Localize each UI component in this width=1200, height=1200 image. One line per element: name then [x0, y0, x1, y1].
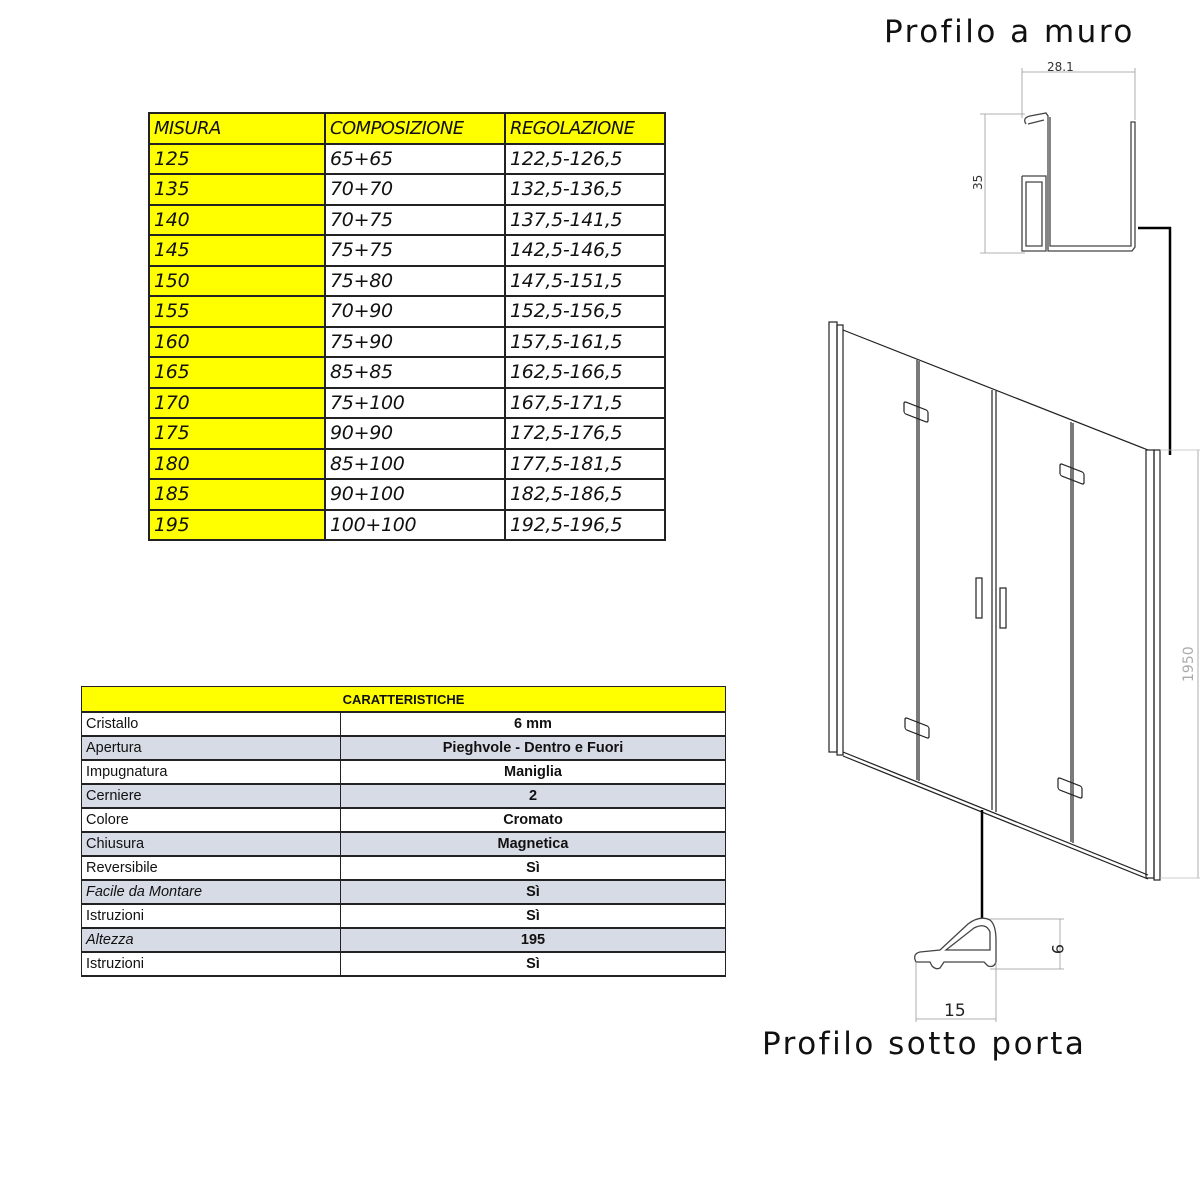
cell-misura: 155 — [149, 296, 325, 327]
characteristic-value: 2 — [341, 784, 726, 808]
cell-misura: 175 — [149, 418, 325, 449]
cell-misura: 125 — [149, 144, 325, 175]
cell-regolazione: 182,5-186,5 — [505, 479, 665, 510]
characteristic-label: Altezza — [82, 928, 341, 952]
characteristic-label: Apertura — [82, 736, 341, 760]
cell-composizione: 70+70 — [325, 174, 505, 205]
cell-composizione: 100+100 — [325, 510, 505, 541]
shower-door-drawing — [829, 322, 1160, 880]
cell-regolazione: 137,5-141,5 — [505, 205, 665, 236]
wall-profile-width-dim: 28.1 — [1047, 60, 1074, 74]
cell-composizione: 85+100 — [325, 449, 505, 480]
cell-misura: 180 — [149, 449, 325, 480]
characteristic-value: Magnetica — [341, 832, 726, 856]
characteristic-label: Istruzioni — [82, 952, 341, 976]
cell-misura: 170 — [149, 388, 325, 419]
cell-composizione: 70+75 — [325, 205, 505, 236]
cell-misura: 185 — [149, 479, 325, 510]
cell-composizione: 75+100 — [325, 388, 505, 419]
door-bottom-profile-title: Profilo sotto porta — [762, 1026, 1087, 1062]
bottom-profile-width-dim: 15 — [944, 1001, 966, 1021]
characteristic-label: Cristallo — [82, 712, 341, 736]
characteristic-value: Cromato — [341, 808, 726, 832]
cell-misura: 195 — [149, 510, 325, 541]
characteristic-label: Facile da Montare — [82, 880, 341, 904]
header-composizione: COMPOSIZIONE — [325, 113, 505, 144]
door-bottom-profile-drawing — [915, 918, 1064, 1022]
characteristic-value: Pieghvole - Dentro e Fuori — [341, 736, 726, 760]
cell-misura: 165 — [149, 357, 325, 388]
characteristics-title: CARATTERISTICHE — [82, 687, 726, 713]
characteristic-label: Colore — [82, 808, 341, 832]
wall-profile-title: Profilo a muro — [884, 14, 1135, 50]
cell-composizione: 85+85 — [325, 357, 505, 388]
characteristic-label: Impugnatura — [82, 760, 341, 784]
cell-composizione: 70+90 — [325, 296, 505, 327]
characteristic-value: 6 mm — [341, 712, 726, 736]
cell-composizione: 65+65 — [325, 144, 505, 175]
cell-regolazione: 177,5-181,5 — [505, 449, 665, 480]
characteristic-value: Sì — [341, 880, 726, 904]
cell-misura: 145 — [149, 235, 325, 266]
cell-misura: 140 — [149, 205, 325, 236]
characteristic-value: 195 — [341, 928, 726, 952]
cell-regolazione: 157,5-161,5 — [505, 327, 665, 358]
cell-regolazione: 192,5-196,5 — [505, 510, 665, 541]
cell-misura: 135 — [149, 174, 325, 205]
cell-composizione: 75+80 — [325, 266, 505, 297]
cell-regolazione: 152,5-156,5 — [505, 296, 665, 327]
header-regolazione: REGOLAZIONE — [505, 113, 665, 144]
cell-regolazione: 142,5-146,5 — [505, 235, 665, 266]
characteristic-value: Sì — [341, 952, 726, 976]
cell-regolazione: 147,5-151,5 — [505, 266, 665, 297]
characteristic-value: Maniglia — [341, 760, 726, 784]
cell-composizione: 90+100 — [325, 479, 505, 510]
door-height-dim: 1950 — [1181, 646, 1197, 682]
wall-profile-height-dim: 35 — [971, 174, 985, 190]
header-misura: MISURA — [149, 113, 325, 144]
cell-misura: 150 — [149, 266, 325, 297]
cell-regolazione: 162,5-166,5 — [505, 357, 665, 388]
cell-composizione: 75+75 — [325, 235, 505, 266]
characteristic-label: Istruzioni — [82, 904, 341, 928]
characteristic-label: Chiusura — [82, 832, 341, 856]
cell-misura: 160 — [149, 327, 325, 358]
characteristic-label: Cerniere — [82, 784, 341, 808]
cell-composizione: 75+90 — [325, 327, 505, 358]
characteristic-value: Sì — [341, 904, 726, 928]
cell-regolazione: 132,5-136,5 — [505, 174, 665, 205]
characteristic-value: Sì — [341, 856, 726, 880]
cell-regolazione: 172,5-176,5 — [505, 418, 665, 449]
characteristic-label: Reversibile — [82, 856, 341, 880]
cell-regolazione: 167,5-171,5 — [505, 388, 665, 419]
cell-composizione: 90+90 — [325, 418, 505, 449]
wall-profile-drawing — [980, 68, 1135, 253]
cell-regolazione: 122,5-126,5 — [505, 144, 665, 175]
bottom-profile-height-dim: 9 — [1048, 944, 1067, 955]
